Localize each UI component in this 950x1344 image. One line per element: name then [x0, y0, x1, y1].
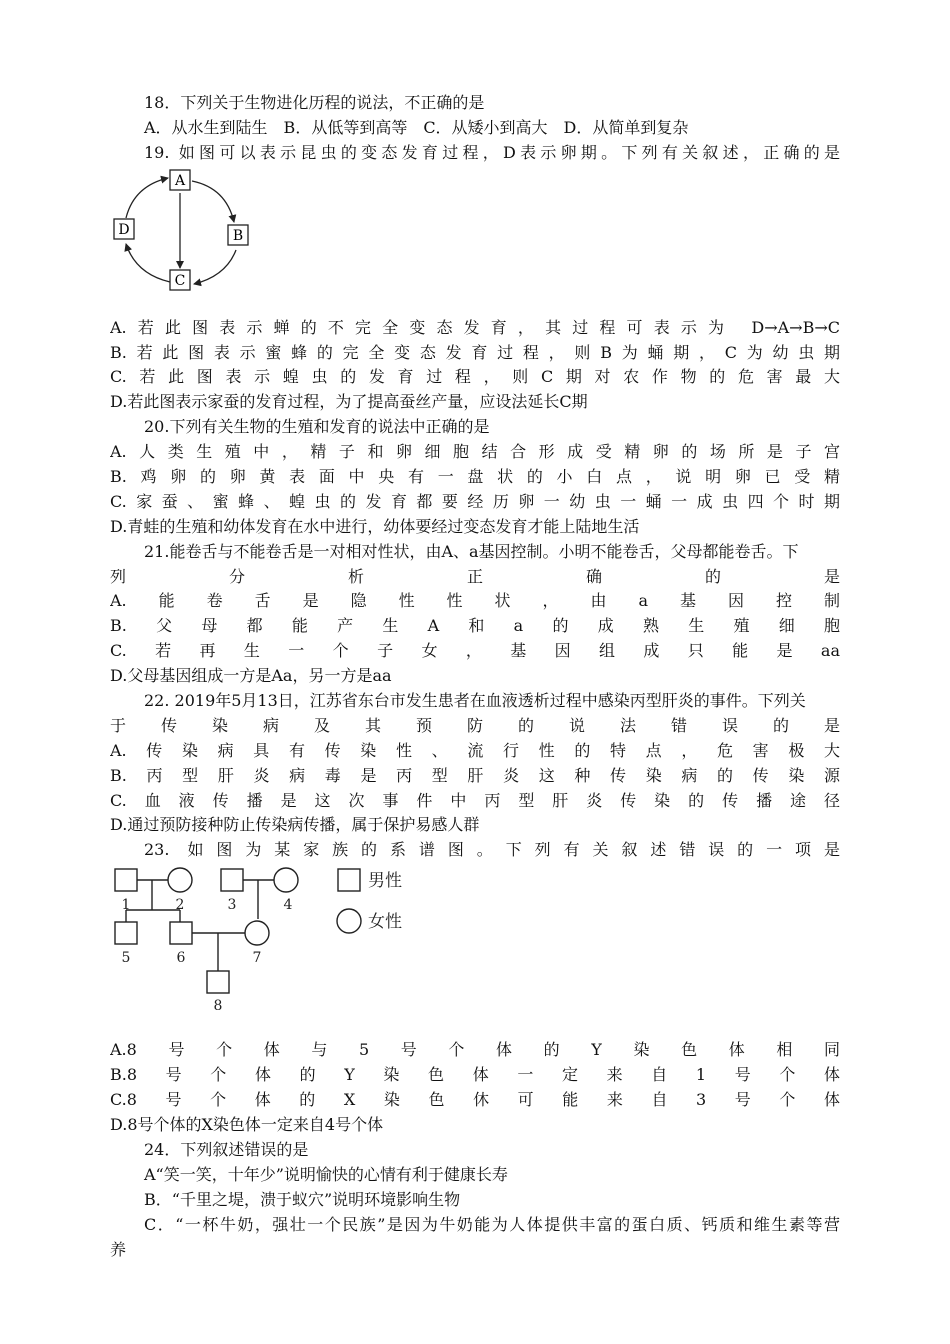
- q23-option-c: C.8号个体的X染色休可能来自3号个体: [110, 1090, 840, 1109]
- individual-8: [207, 971, 229, 993]
- q21-option-a: A.能卷舌是隐性性状，由a基因控制: [110, 591, 840, 610]
- q24-option-a: A“笑一笑，十年少”说明愉快的心情有利于健康长寿: [144, 1165, 508, 1184]
- legend-male-symbol: [338, 869, 360, 891]
- individual-4: [274, 868, 298, 892]
- q20-option-a: A.人类生殖中，精子和卵细胞结合形成受精卵的场所是子宫: [110, 442, 840, 461]
- label-7: 7: [252, 950, 262, 966]
- node-d: D: [118, 222, 130, 238]
- label-5: 5: [121, 950, 131, 966]
- node-b: B: [232, 228, 244, 244]
- node-c: C: [174, 273, 186, 289]
- q20-option-b: B.鸡卵的卵黄表面中央有一盘状的小白点，说明卵已受精: [110, 467, 840, 486]
- q23-option-a: A.8号个体与5号个体的Y染色体相同: [110, 1040, 840, 1059]
- q24-option-b: B．“千里之堤，溃于蚁穴”说明环境影响生物: [144, 1190, 461, 1209]
- legend-male-label: 男性: [368, 871, 402, 891]
- q22-stem-line2: 于传染病及其预防的说法错误的是: [110, 716, 840, 735]
- legend-female-label: 女性: [368, 912, 402, 932]
- q23-option-b: B.8号个体的Y染色体一定来自1号个体: [110, 1065, 840, 1084]
- arrow-d-to-a: [126, 178, 168, 218]
- q18-stem: 18．下列关于生物进化历程的说法，不正确的是: [144, 93, 485, 112]
- q22-option-c: C.血液传播是这次事件中丙型肝炎传染的传播途径: [110, 791, 840, 810]
- node-a: A: [174, 173, 186, 189]
- label-1: 1: [121, 897, 131, 913]
- individual-7: [245, 921, 269, 945]
- q24-option-c: C．“一杯牛奶，强壮一个民族”是因为牛奶能为人体提供丰富的蛋白质、钙质和维生素等营: [144, 1215, 840, 1234]
- individual-6: [170, 922, 192, 944]
- individual-5: [115, 922, 137, 944]
- arrow-a-to-b: [192, 181, 234, 222]
- arrow-c-to-d: [126, 244, 170, 282]
- individual-1: [115, 869, 137, 891]
- arrow-b-to-c: [194, 250, 236, 284]
- q21-option-b: B.父母都能产生A和a的成熟生殖细胞: [110, 616, 840, 635]
- q22-option-d: D.通过预防接种防止传染病传播，属于保护易感人群: [110, 815, 480, 834]
- q19-option-c: C.若此图表示蝗虫的发育过程，则C期对农作物的危害最大: [110, 367, 840, 386]
- label-4: 4: [283, 897, 293, 913]
- q20-option-d: D.青蛙的生殖和幼体发育在水中进行，幼体要经过变态发育才能上陆地生活: [110, 517, 640, 536]
- label-8: 8: [213, 998, 223, 1014]
- family-pedigree-chart: [108, 862, 418, 1017]
- q20-stem: 20.下列有关生物的生殖和发育的说法中正确的是: [144, 417, 490, 436]
- q19-option-b: B.若此图表示蜜蜂的完全变态发育过程，则B为蛹期，C为幼虫期: [110, 343, 840, 362]
- q24-stem: 24．下列叙述错误的是: [144, 1140, 309, 1159]
- q19-option-d: D.若此图表示家蚕的发育过程，为了提高蚕丝产量，应设法延长C期: [110, 392, 588, 411]
- q22-stem-line1: 22. 2019年5月13日，江苏省东台市发生患者在血液透析过程中感染丙型肝炎的事件。下列关: [144, 691, 806, 710]
- legend-female-symbol: [337, 909, 361, 933]
- q19-stem: 19. 如图可以表示昆虫的变态发育过程，D表示卵期。下列有关叙述，正确的是: [144, 143, 840, 162]
- q22-option-b: B.丙型肝炎病毒是丙型肝炎这种传染病的传染源: [110, 766, 840, 785]
- q19-option-a: A.若此图表示蝉的不完全变态发育，其过程可表示为 D→A→B→C: [110, 318, 840, 337]
- label-3: 3: [227, 897, 237, 913]
- q21-option-d: D.父母基因组成一方是Aa，另一方是aa: [110, 666, 392, 685]
- q21-option-c: C.若再生一个子女，基因组成只能是aa: [110, 641, 840, 660]
- q24-option-c-continued: 养: [110, 1240, 127, 1259]
- insect-metamorphosis-diagram: [108, 166, 258, 298]
- individual-3: [221, 869, 243, 891]
- q20-option-c: C.家蚕、蜜蜂、蝗虫的发育都要经历卵一幼虫一蛹一成虫四个时期: [110, 492, 840, 511]
- label-6: 6: [176, 950, 186, 966]
- q21-stem-line2: 列分析正确的是: [110, 567, 840, 586]
- q18-options: A．从水生到陆生 B．从低等到高等 C．从矮小到高大 D．从简单到复杂: [144, 118, 689, 137]
- individual-2: [168, 868, 192, 892]
- q22-option-a: A.传染病具有传染性、流行性的特点，危害极大: [110, 741, 840, 760]
- label-2: 2: [175, 897, 185, 913]
- q21-stem-line1: 21.能卷舌与不能卷舌是一对相对性状，由A、a基因控制。小明不能卷舌，父母都能卷舌。下: [144, 542, 799, 561]
- q23-option-d: D.8号个体的X染色体一定来自4号个体: [110, 1115, 384, 1134]
- q23-stem: 23. 如图为某家族的系谱图。下列有关叙述错误的一项是: [144, 840, 840, 859]
